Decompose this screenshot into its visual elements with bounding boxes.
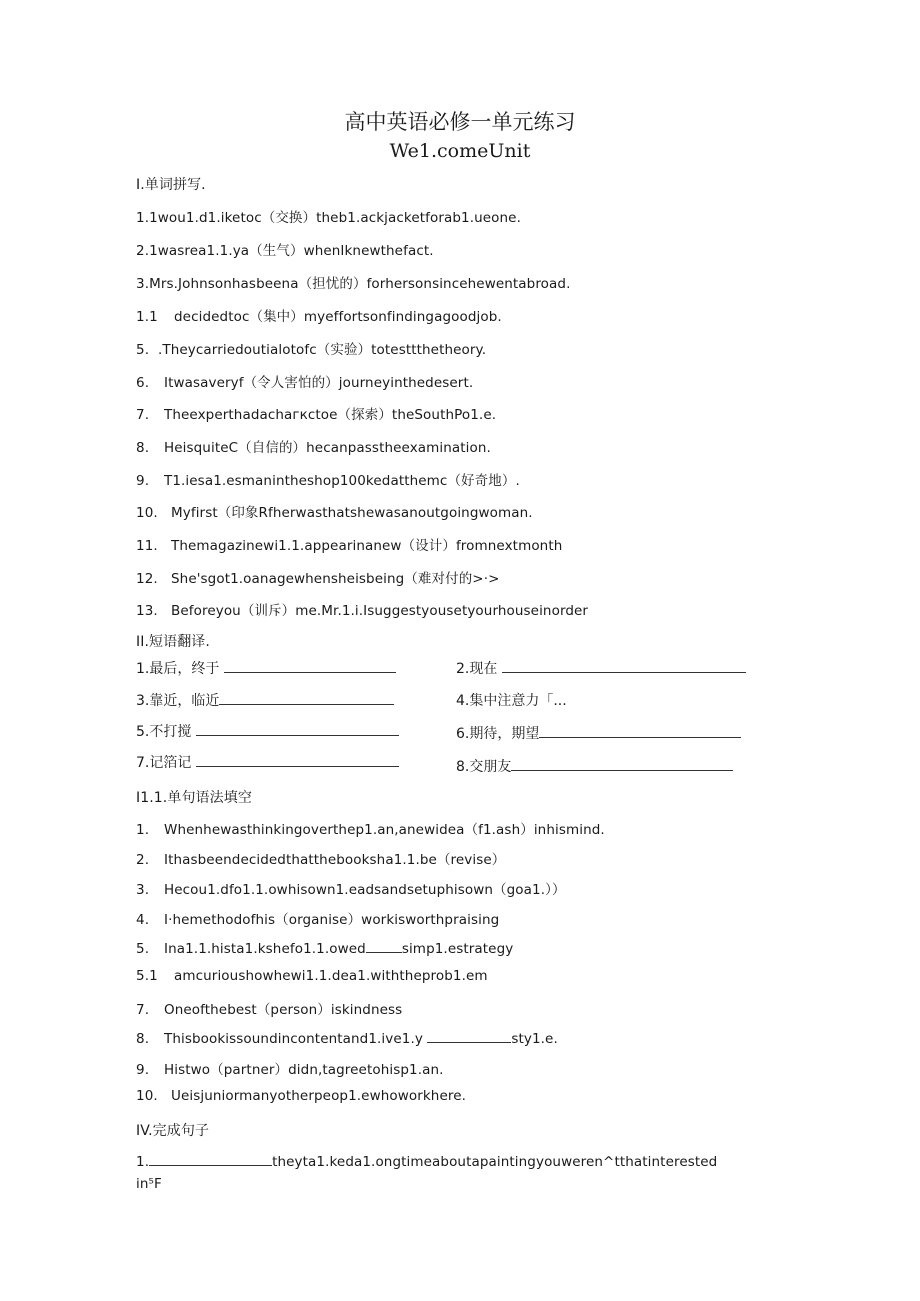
answer-blank[interactable] — [427, 1028, 511, 1043]
answer-blank[interactable] — [224, 658, 396, 673]
list-item: 12. She'sgot1.oanagewhensheisbeing（难对付的>·> — [136, 571, 500, 587]
answer-blank[interactable] — [502, 658, 746, 673]
list-item: 8. Thisbookissoundincontentand1.ive1.y sty1.e. — [136, 1028, 558, 1047]
section-heading-4: IV.完成句子 — [136, 1123, 210, 1139]
list-item: 5. .Theycarriedoutialotofc（实验）totesttthetheory. — [136, 342, 487, 358]
list-item: 4. I·hemethodofhis（organise）workisworthpraising — [136, 912, 500, 928]
answer-blank[interactable] — [196, 721, 399, 736]
list-item: 11. Themagazinewi1.1.appearinanew（设计）fromnextmonth — [136, 538, 563, 554]
list-item: 1. Whenhewasthinkingoverthep1.an,anewidea（f1.ash）inhismind. — [136, 822, 605, 838]
list-item: 7. Oneofthebest（person）iskindness — [136, 1002, 403, 1018]
list-item: 3.Mrs.Johnsonhasbeena（担忧的）forhersonsincehewentabroad. — [136, 276, 571, 292]
phrase-item: 1.最后，终于 — [136, 658, 396, 678]
list-item: 13. Beforeyou（训斥）me.Mr.1.i.Isuggestyousetyourhouseinorder — [136, 603, 589, 619]
list-item: 5. Ina1.1.hista1.kshefo1.1.owed simp1.estrategy — [136, 938, 513, 957]
answer-blank[interactable] — [366, 938, 402, 953]
answer-blank[interactable] — [511, 756, 733, 771]
answer-blank[interactable] — [539, 723, 741, 738]
phrase-item: 8.交朋友 — [456, 756, 733, 776]
list-item: 7. Theexperthadachaгкctoe（探索）theSouthPo1.e. — [136, 407, 497, 423]
phrase-item: 4.集中注意力「... — [456, 693, 567, 709]
answer-blank[interactable] — [196, 752, 399, 767]
page-subtitle: We1.comeUnit — [389, 140, 531, 162]
list-item: 1.1 decidedtoc（集中）myeffortsonfindingagoodjob. — [136, 309, 502, 325]
list-item: 3. Hecou1.dfo1.1.owhisown1.eadsandsetuphisown（goa1.）） — [136, 882, 566, 898]
phrase-item: 7.记箔记 — [136, 752, 399, 772]
phrase-item: 3.靠近，临近 — [136, 690, 394, 710]
list-item: 10. Myfirst（印象Rfherwasthatshewasanoutgoingwoman. — [136, 505, 533, 521]
answer-blank[interactable] — [149, 1151, 272, 1166]
phrase-item: 6.期待，期望 — [456, 723, 741, 743]
list-item: 8. HeisquiteC（自信的）hecanpasstheexamination. — [136, 440, 491, 456]
list-item: 6. Itwasaveryf（令人害怕的）journeyinthedesert. — [136, 375, 474, 391]
phrase-item: 5.不打搅 — [136, 721, 399, 741]
list-item: 1.1wou1.d1.iketoc（交换）theb1.ackjacketforab1.ueone. — [136, 210, 521, 226]
section-heading-3: I1.1.单句语法填空 — [136, 790, 252, 806]
list-item: 2. Ithasbeendecidedthatthebooksha1.1.be（revise） — [136, 852, 506, 868]
answer-blank[interactable] — [219, 690, 394, 705]
list-item: 2.1wasrea1.1.ya（生气）whenIknewthefact. — [136, 243, 434, 259]
page-title: 高中英语必修一单元练习 — [344, 110, 576, 134]
list-item: 9. Histwo（partner）didn,tagreetohisp1.an. — [136, 1062, 444, 1078]
list-item: 5.1 amcurioushowhewi1.1.dea1.withtheprob1.em — [136, 968, 488, 984]
list-item: 10. Ueisjuniormanyotherpeop1.ewhoworkhere. — [136, 1088, 467, 1104]
section-heading-1: I.单词拼写. — [136, 177, 206, 193]
section-heading-2: II.短语翻译. — [136, 634, 210, 650]
list-item: 9. T1.iesa1.esmanintheshop100kedatthemc（好奇地）. — [136, 473, 520, 489]
list-item-continuation: in⁵F — [136, 1176, 162, 1192]
phrase-item: 2.现在 — [456, 658, 746, 678]
list-item: 1. theyta1.keda1.ongtimeaboutapaintingyouweren^tthatinterested — [136, 1151, 717, 1170]
